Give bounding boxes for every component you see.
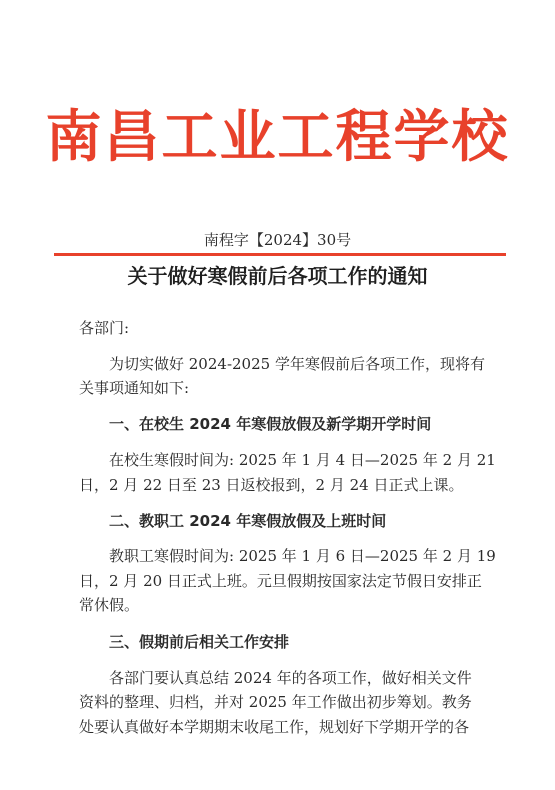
intro-line-2: 关事项通知如下:: [79, 379, 190, 397]
section-1-heading: 一、在校生 2024 年寒假放假及新学期开学时间: [109, 415, 432, 433]
salutation: 各部门:: [79, 319, 130, 337]
section-3-heading: 三、假期前后相关工作安排: [109, 633, 290, 651]
org-letterhead-title: 南昌工业工程学校: [45, 105, 510, 170]
section-2-heading: 二、教职工 2024 年寒假放假及上班时间: [109, 512, 387, 530]
document-number: 南程字【2024】30号: [203, 231, 352, 249]
section-3-line-1: 各部门要认真总结 2024 年的各项工作，做好相关文件: [109, 669, 472, 687]
intro-line-1: 为切实做好 2024-2025 学年寒假前后各项工作，现将有: [109, 355, 485, 373]
section-2-line-1: 教职工寒假时间为: 2025 年 1 月 6 日—2025 年 2 月 19: [109, 547, 496, 565]
section-1-line-1: 在校生寒假时间为: 2025 年 1 月 4 日—2025 年 2 月 21: [109, 451, 496, 469]
section-3-line-2: 资料的整理、归档，并对 2025 年工作做出初步筹划。教务: [79, 693, 472, 711]
notice-title: 关于做好寒假前后各项工作的通知: [127, 264, 428, 288]
section-2-line-3: 常休假。: [79, 596, 140, 614]
red-divider-line: [54, 253, 506, 256]
section-2-line-2: 日，2 月 20 日正式上班。元旦假期按国家法定节假日安排正: [79, 572, 482, 590]
section-3-line-3: 处要认真做好本学期期末收尾工作，规划好下学期开学的各: [79, 718, 470, 736]
section-1-line-2: 日，2 月 22 日至 23 日返校报到，2 月 24 日正式上课。: [79, 476, 464, 494]
